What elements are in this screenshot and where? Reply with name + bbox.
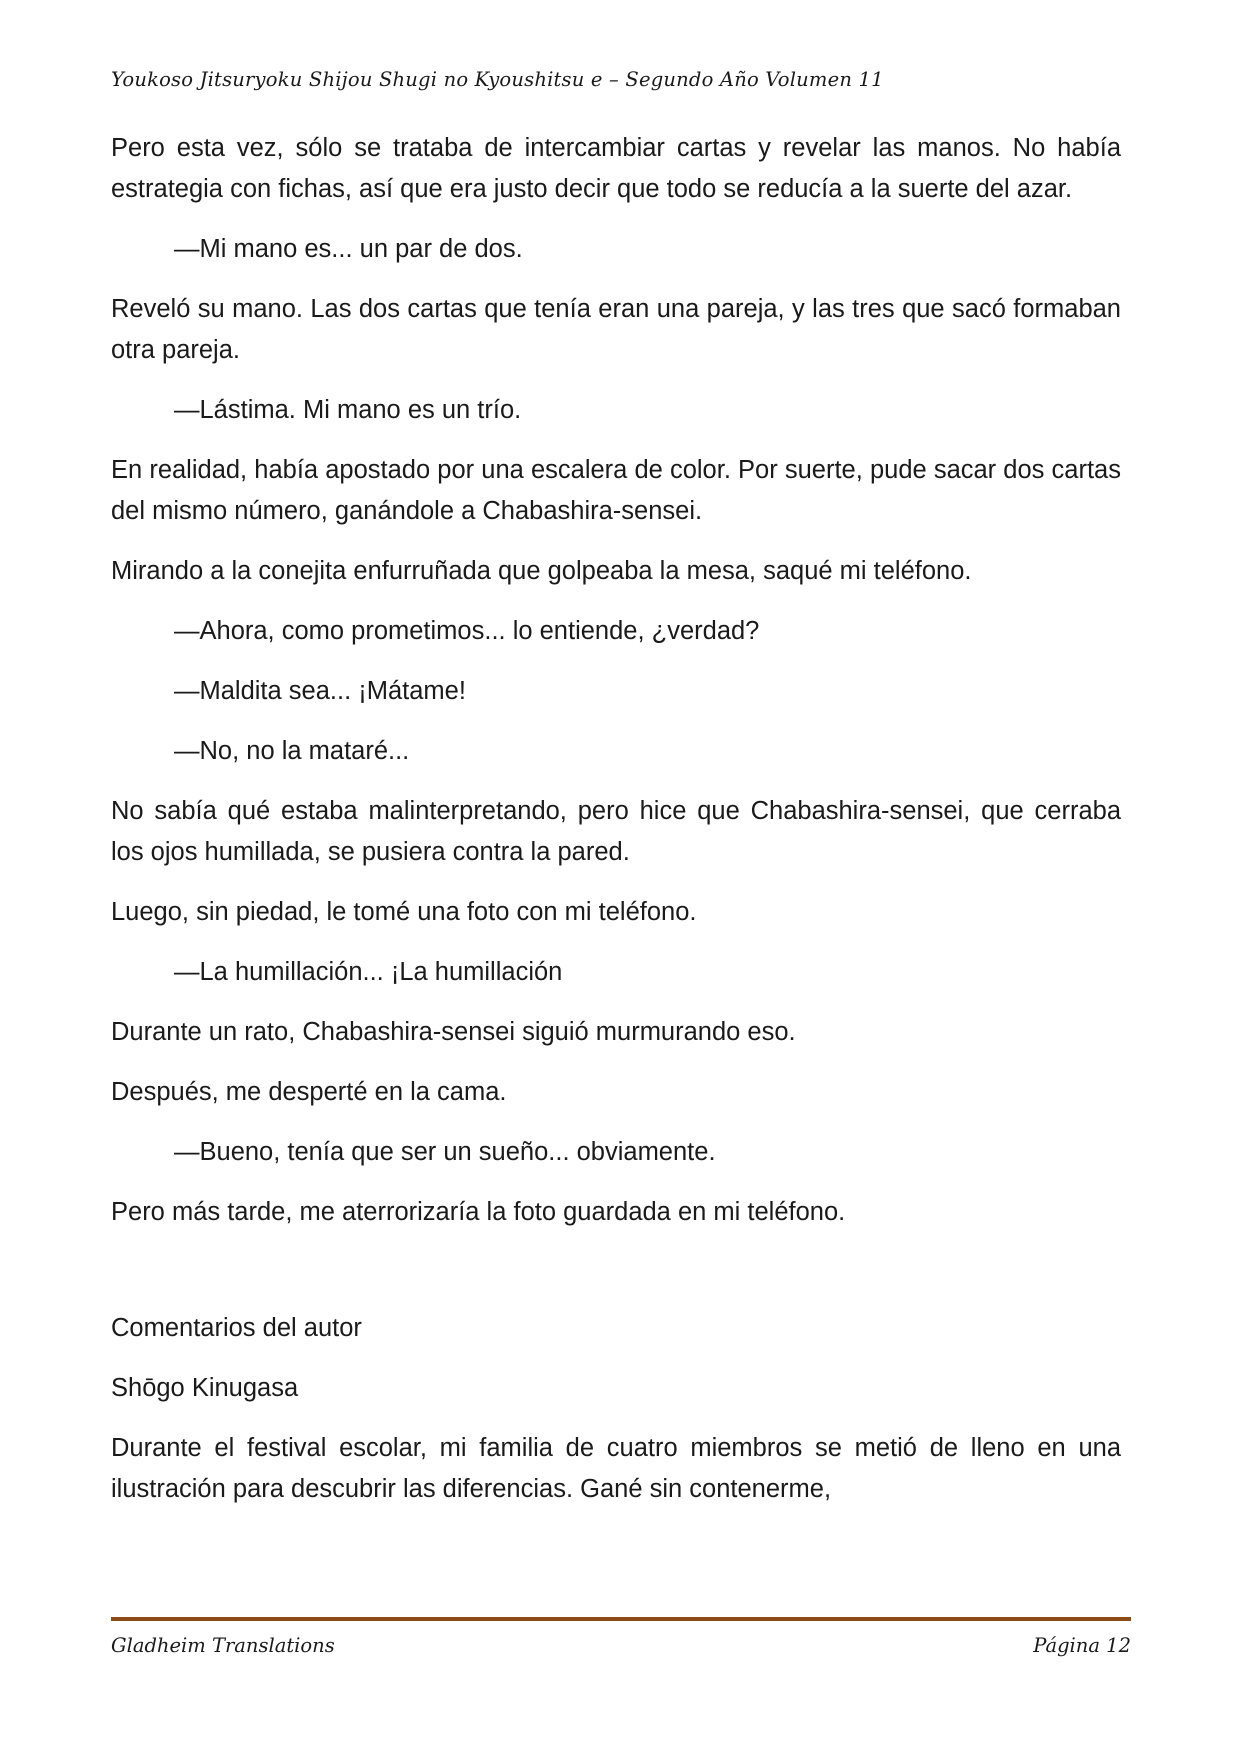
paragraph: En realidad, había apostado por una escalera de color. Por suerte, pude sacar dos cartas del mismo número, ganándole a Chabashira-sensei. (111, 456, 1121, 525)
page-footer (111, 1634, 1131, 1657)
author-comments-heading: Comentarios del autor (111, 1314, 362, 1342)
paragraph: Durante un rato, Chabashira-sensei siguió murmurando eso. (111, 1018, 796, 1046)
dialogue-line: —Lástima. Mi mano es un trío. (174, 396, 522, 424)
author-name: Shōgo Kinugasa (111, 1374, 299, 1402)
footer-translator-credit: Gladheim Translations (111, 1634, 335, 1657)
footer-divider (111, 1617, 1131, 1621)
paragraph: No sabía qué estaba malinterpretando, pero hice que Chabashira-sensei, que cerraba los ojos humillada, se pusiera contra la pared. (111, 797, 1121, 866)
dialogue-line: —No, no la mataré... (174, 737, 410, 765)
page-header: Youkoso Jitsuryoku Shijou Shugi no Kyoushitsu e – Segundo Año Volumen 11 (111, 68, 884, 91)
page-body (111, 128, 1121, 1529)
paragraph: Durante el festival escolar, mi familia de cuatro miembros se metió de lleno en una ilustración para descubrir las diferencias. Gané sin contenerme, (111, 1434, 1121, 1503)
dialogue-line: —Maldita sea... ¡Mátame! (174, 677, 466, 705)
paragraph: Reveló su mano. Las dos cartas que tenía eran una pareja, y las tres que sacó formaban otra pareja. (111, 295, 1121, 364)
paragraph: Luego, sin piedad, le tomé una foto con mi teléfono. (111, 898, 697, 926)
paragraph: Pero esta vez, sólo se trataba de intercambiar cartas y revelar las manos. No había estrategia con fichas, así que era justo decir que todo se reducía a la suerte del azar. (111, 134, 1121, 203)
dialogue-line: —Ahora, como prometimos... lo entiende, ¿verdad? (174, 617, 760, 645)
paragraph: Después, me desperté en la cama. (111, 1078, 507, 1106)
footer-page-number: Página 12 (1033, 1634, 1131, 1657)
paragraph: Mirando a la conejita enfurruñada que golpeaba la mesa, saqué mi teléfono. (111, 557, 972, 585)
dialogue-line: —La humillación... ¡La humillación (174, 958, 563, 986)
dialogue-line: —Mi mano es... un par de dos. (174, 235, 523, 263)
paragraph: Pero más tarde, me aterrorizaría la foto guardada en mi teléfono. (111, 1198, 846, 1226)
dialogue-line: —Bueno, tenía que ser un sueño... obviamente. (174, 1138, 716, 1166)
section-spacer (111, 1252, 1121, 1308)
